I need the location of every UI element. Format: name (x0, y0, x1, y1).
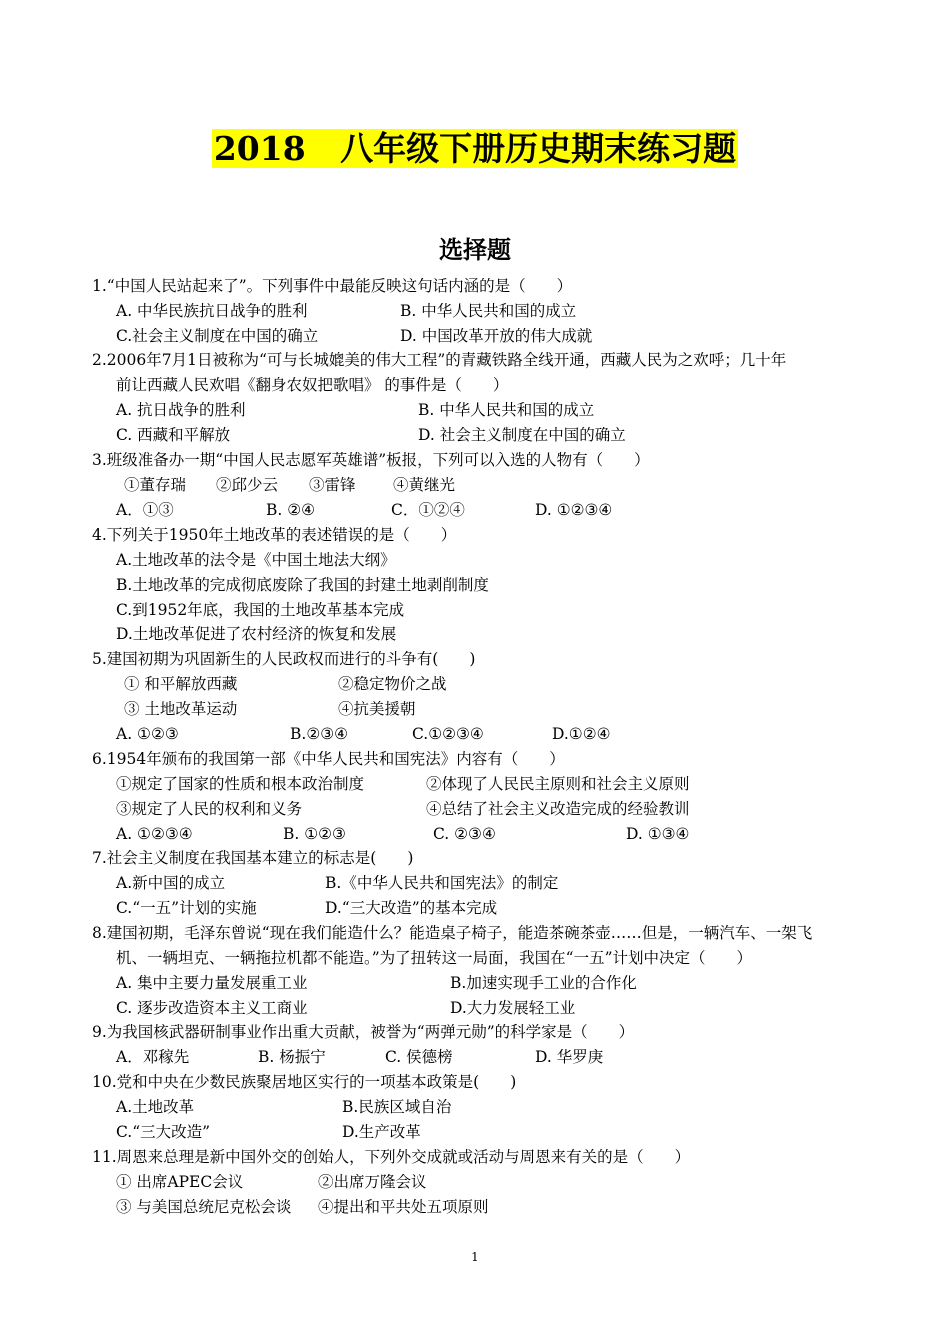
question-3-option-c: C．①②④ (391, 501, 465, 519)
question-6-item-3: ③规定了人民的权利和义务 (116, 800, 303, 818)
question-10-stem: 10.党和中央在少数民族聚居地区实行的一项基本政策是( ) (92, 1073, 517, 1091)
question-6-item-2: ②体现了人民民主原则和社会主义原则 (426, 775, 690, 793)
question-1-option-d: D. 中国改革开放的伟大成就 (400, 327, 593, 345)
page-number: 1 (471, 1250, 479, 1264)
question-10-option-b: B.民族区域自治 (342, 1098, 452, 1116)
question-1-option-b: B. 中华人民共和国的成立 (400, 302, 577, 320)
question-3-item-4: ④黄继光 (393, 476, 456, 494)
question-2-stem-line-1: 2.2006年7月1日被称为“可与长城媲美的伟大工程”的青藏铁路全线开通，西藏人民为之欢呼；几十年 (92, 351, 787, 369)
question-7-option-d: D.“三大改造”的基本完成 (325, 899, 498, 917)
question-8-option-a: A. 集中主要力量发展重工业 (116, 974, 308, 992)
question-6-item-1: ①规定了国家的性质和根本政治制度 (116, 775, 365, 793)
question-9-option-d: D. 华罗庚 (535, 1048, 604, 1066)
question-2-option-c: C. 西藏和平解放 (116, 426, 231, 444)
question-4-option-d: D.土地改革促进了农村经济的恢复和发展 (116, 625, 397, 643)
question-5-option-a: A. ①②③ (116, 725, 179, 743)
question-3-option-a: A．①③ (116, 501, 174, 519)
question-6-option-d: D. ①③④ (626, 825, 690, 843)
question-8-stem-line-1: 8.建国初期，毛泽东曾说“现在我们能造什么？能造桌子椅子，能造茶碗茶壶……但是，一辆汽车、一架飞 (92, 924, 813, 942)
question-6-option-c: C. ②③④ (433, 825, 496, 843)
question-5-option-c: C.①②③④ (412, 725, 484, 743)
question-3-item-3: ③雷锋 (309, 476, 356, 494)
question-2-option-b: B. 中华人民共和国的成立 (418, 401, 595, 419)
question-5-option-b: B.②③④ (290, 725, 349, 743)
title-text: 2018 八年级下册历史期末练习题 (213, 129, 737, 168)
question-11-stem: 11.周恩来总理是新中国外交的创始人，下列外交成就或活动与周恩来有关的是（ ） (92, 1148, 691, 1166)
question-3-option-d: D. ①②③④ (535, 501, 613, 519)
question-3-stem: 3.班级准备办一期“中国人民志愿军英雄谱”板报，下列可以入选的人物有（ ） (92, 451, 650, 469)
question-11-item-2: ②出席万隆会议 (318, 1173, 427, 1191)
question-8-option-c: C. 逐步改造资本主义工商业 (116, 999, 308, 1017)
question-1-option-a: A. 中华民族抗日战争的胜利 (116, 302, 308, 320)
question-4-option-a: A.土地改革的法令是《中国土地法大纲》 (116, 551, 396, 569)
question-2-stem-line-2: 前让西藏人民欢唱《翻身农奴把歌唱》 的事件是（ ） (116, 376, 509, 394)
question-4-option-c: C.到1952年底，我国的土地改革基本完成 (116, 601, 405, 619)
question-6-stem: 6.1954年颁布的我国第一部《中华人民共和国宪法》内容有（ ） (92, 750, 565, 768)
question-8-option-d: D.大力发展轻工业 (450, 999, 576, 1017)
question-9-option-c: C. 侯德榜 (385, 1048, 453, 1066)
question-9-stem: 9.为我国核武器研制事业作出重大贡献，被誉为“两弹元勋”的科学家是（ ） (92, 1023, 635, 1041)
question-10-option-c: C.“三大改造” (116, 1123, 211, 1141)
question-8-option-b: B.加速实现手工业的合作化 (450, 974, 637, 992)
question-5-option-d: D.①②④ (552, 725, 611, 743)
question-9-option-b: B. 杨振宁 (258, 1048, 326, 1066)
question-2-option-a: A. 抗日战争的胜利 (116, 401, 246, 419)
question-7-option-c: C.“一五”计划的实施 (116, 899, 257, 917)
question-4-stem: 4.下列关于1950年土地改革的表述错误的是（ ） (92, 526, 457, 544)
question-5-item-2: ②稳定物价之战 (338, 675, 447, 693)
question-4-option-b: B.土地改革的完成彻底废除了我国的封建土地剥削制度 (116, 576, 489, 594)
question-7-option-b: B.《中华人民共和国宪法》的制定 (325, 874, 559, 892)
question-5-stem: 5.建国初期为巩固新生的人民政权而进行的斗争有( ) (92, 650, 476, 668)
question-6-item-4: ④总结了社会主义改造完成的经验教训 (426, 800, 690, 818)
question-5-item-1: ① 和平解放西藏 (124, 675, 238, 693)
question-11-item-1: ① 出席APEC会议 (116, 1173, 244, 1191)
question-7-option-a: A.新中国的成立 (116, 874, 226, 892)
question-1-option-c: C.社会主义制度在中国的确立 (116, 327, 319, 345)
question-1-stem: 1.“中国人民站起来了”。下列事件中最能反映这句话内涵的是（ ） (92, 277, 573, 295)
question-9-option-a: A．邓稼先 (116, 1048, 190, 1066)
question-10-option-d: D.生产改革 (342, 1123, 421, 1141)
question-3-item-1: ①董存瑞 (124, 476, 187, 494)
question-11-item-3: ③ 与美国总统尼克松会谈 (116, 1198, 292, 1216)
question-5-item-3: ③ 土地改革运动 (124, 700, 238, 718)
document-title (0, 128, 950, 170)
question-5-item-4: ④抗美援朝 (338, 700, 416, 718)
question-10-option-a: A.土地改革 (116, 1098, 195, 1116)
question-3-item-2: ②邱少云 (216, 476, 279, 494)
question-8-stem-line-2: 机、一辆坦克、一辆拖拉机都不能造。”为了扭转这一局面，我国在“一五”计划中决定（ ） (116, 949, 753, 967)
question-11-item-4: ④提出和平共处五项原则 (318, 1198, 489, 1216)
question-2-option-d: D. 社会主义制度在中国的确立 (418, 426, 626, 444)
section-heading: 选择题 (439, 235, 511, 264)
question-7-stem: 7.社会主义制度在我国基本建立的标志是( ) (92, 849, 414, 867)
question-6-option-a: A. ①②③④ (116, 825, 193, 843)
question-3-option-b: B. ②④ (266, 501, 316, 519)
question-6-option-b: B. ①②③ (283, 825, 346, 843)
